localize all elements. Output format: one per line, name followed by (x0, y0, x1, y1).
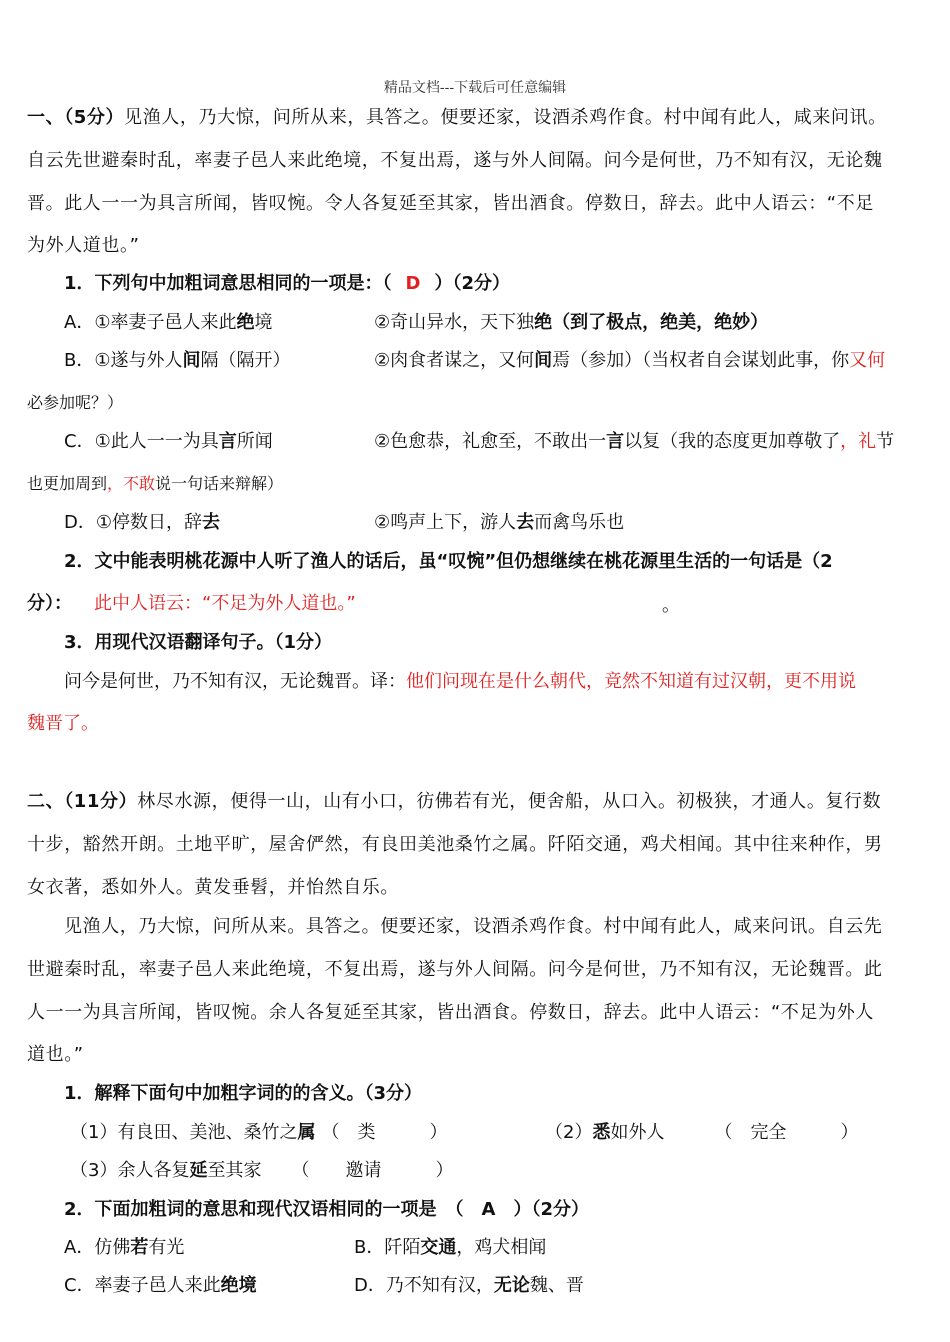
option-d-bold: 去 (202, 512, 220, 533)
s1-q2-stem: 2．文中能表明桃花源中人听了渔人的话后，虽“叹惋”但仍想继续在桃花源里生活的一句话是（2 (64, 551, 833, 572)
page-header: 精品文档---下载后可任意编辑 (383, 80, 567, 96)
s2-q2-option-b-text: B．阡陌 (354, 1237, 421, 1258)
s1-q1-option-c (64, 430, 273, 454)
section1-line2: 自云先世避秦时乱，率妻子邑人来此绝境，不复出焉，遂与外人间隔。问今是何世，乃不知有汉，无论魏 (27, 150, 883, 171)
s1-q1-stem-b: ）（2分） (434, 273, 511, 294)
s2-q2-option-b (354, 1236, 546, 1260)
option-d2-text: ②鸣声上下，游人 (374, 512, 517, 533)
s2-q1-item2-bold: 悉 (592, 1122, 611, 1143)
section2-p2-line2: 世避秦时乱，率妻子邑人来此绝境，不复出焉，遂与外人间隔。问今是何世，乃不知有汉，无论魏晋。此 (27, 959, 883, 980)
option-b2-text: ②肉食者谋之，又何 (374, 350, 535, 371)
option-d2-rest: 而禽鸟乐也 (534, 512, 625, 533)
option-b2-bold: 间 (534, 350, 553, 371)
s2-q2-option-a-rest: 有光 (148, 1237, 185, 1258)
section2-p1-line1 (27, 790, 881, 814)
option-a-bold: 绝 (236, 312, 255, 333)
option-a2-bold: 绝（到了极点，绝美，绝妙） (534, 312, 769, 333)
s2-q2-option-d (354, 1274, 584, 1298)
s2-q1-item1-text: （1）有良田、美池、桑竹之 (70, 1122, 298, 1143)
s2-q2-option-c-bold: 绝境 (220, 1275, 257, 1296)
option-d-text: D．①停数日，辞 (64, 512, 202, 533)
s2-q1-item1-bold: 属 (297, 1122, 316, 1143)
option-d2-bold: 去 (516, 512, 535, 533)
s2-q1-item2 (545, 1121, 858, 1145)
s2-q1-item2-rest: 如外人 (610, 1122, 665, 1143)
s2-q2-option-c (64, 1274, 257, 1298)
option-a2-text: ②奇山异水，天下独 (374, 312, 535, 333)
s2-q1-item1 (70, 1121, 447, 1145)
s2-q1-item1-answer: （ 类 ） (321, 1122, 448, 1143)
s1-q1-option-c2 (374, 430, 894, 454)
s1-q3-answer-b: 魏晋了。 (27, 713, 99, 734)
s2-q2-option-b-bold: 交通 (420, 1237, 457, 1258)
option-b-text: B．①遂与外人 (64, 350, 183, 371)
s1-q1-option-d (64, 511, 220, 535)
section1-line3: 晋。此人一一为具言所闻，皆叹惋。令人各复延至其家，皆出酒食。停数日，辞去。此中人语云：“不足 (27, 193, 874, 214)
section2-p2-line1: 见渔人，乃大惊，问所从来。具答之。便要还家，设酒杀鸡作食。村中闻有此人，咸来问讯。自云先 (64, 916, 883, 937)
s1-q1-stem-a: 1．下列句中加粗词意思相同的一项是：（ (64, 273, 392, 294)
s2-q1-item2-text: （2） (545, 1122, 593, 1143)
s2-q2-option-d-bold: 无论 (493, 1275, 530, 1296)
s2-q1-item2-answer: （ 完全 ） (714, 1122, 859, 1143)
option-c-text: C．①此人一一为具 (64, 431, 219, 452)
s1-q3-prompt: 问今是何世，乃不知有汉，无论魏晋。译： (64, 671, 406, 692)
option-c2-bold: 言 (606, 431, 625, 452)
section2-p1-line2: 十步，豁然开朗。土地平旷，屋舍俨然，有良田美池桑竹之属。阡陌交通，鸡犬相闻。其中往来种作，男 (27, 834, 883, 855)
s1-q2-answer-line (27, 592, 356, 616)
s2-q2-option-a (64, 1236, 184, 1260)
option-a-text: A．①率妻子邑人来此 (64, 312, 237, 333)
s1-q2-stem-cont: 分）： (27, 593, 72, 614)
s1-q1-option-b2 (374, 349, 885, 373)
option-c2-tail: 节 (876, 431, 895, 452)
option-c-rest: 所闻 (236, 431, 273, 452)
s2-q2-option-d-rest: 魏、晋 (529, 1275, 584, 1296)
s1-q1-option-b-cont: 必参加呢？） (27, 393, 124, 412)
section1-line1-text: 见渔人，乃大惊，问所从来，具答之。便要还家，设酒杀鸡作食。村中闻有此人，咸来问讯。 (124, 107, 887, 128)
section1-line4: 为外人道也。” (27, 235, 140, 256)
s1-q3-stem: 3．用现代汉语翻译句子。（1分） (64, 632, 333, 653)
s1-q2-end: 。 (662, 595, 680, 616)
s2-q2-option-a-bold: 若 (130, 1237, 149, 1258)
section2-p1-line1-text: 林尽水源，便得一山，山有小口，彷佛若有光，便舍船，从口入。初极狭，才通人。复行数 (137, 791, 882, 812)
option-c2-red: ，礼 (840, 431, 877, 452)
s2-q2-option-b-rest: ，鸡犬相闻 (456, 1237, 547, 1258)
option-c-cont-red: ，不敢 (107, 474, 156, 493)
section1-line1 (27, 106, 887, 130)
s1-q1-option-a2 (374, 311, 768, 335)
section2-p2-line4: 道也。” (27, 1044, 84, 1065)
section1-heading: 一、（5分） (27, 107, 125, 128)
option-b2-rest: 焉（参加）（当权者自会谋划此事，你 (552, 350, 850, 371)
s2-q1-item3-bold: 延 (189, 1160, 208, 1181)
option-c-bold: 言 (218, 431, 237, 452)
s1-q1-option-c-cont (27, 472, 283, 496)
s2-q2-option-c-text: C．率妻子邑人来此 (64, 1275, 221, 1296)
s2-q2-option-a-text: A．仿佛 (64, 1237, 131, 1258)
option-b2-red: 又何 (849, 350, 886, 371)
option-c2-rest: 以复（我的态度更加尊敬了 (624, 431, 841, 452)
s2-q2-option-d-text: D．乃不知有汉， (354, 1275, 494, 1296)
s2-q2-stem: 2．下面加粗词的意思和现代汉语相同的一项是 （ A ）（2分） (64, 1199, 589, 1220)
option-a-rest: 境 (254, 312, 273, 333)
s2-q1-stem: 1．解释下面句中加粗字词的的含义。（3分） (64, 1083, 423, 1104)
section2-p2-line3: 人一一为具言所闻，皆叹惋。余人各复延至其家，皆出酒食。停数日，辞去。此中人语云：“不足为外人 (27, 1002, 874, 1023)
option-b-rest: 隔（隔开） (200, 350, 291, 371)
s1-q1-stem (64, 272, 510, 296)
option-c-cont-a: 也更加周到 (27, 474, 108, 493)
s1-q1-answer: D (405, 273, 421, 294)
section2-heading: 二、（11分） (27, 791, 138, 812)
s2-q1-item3-rest: 至其家 (207, 1160, 262, 1181)
s1-q1-option-a (64, 311, 272, 335)
option-c-cont-b: 说一句话来辩解） (155, 474, 284, 493)
s1-q1-option-b (64, 349, 291, 373)
s2-q1-item3 (70, 1159, 453, 1183)
option-b-bold: 间 (182, 350, 201, 371)
s1-q3-line1 (64, 670, 856, 694)
s1-q1-option-d2 (374, 511, 624, 535)
s1-q2-answer: 此中人语云：“不足为外人道也。” (94, 593, 356, 614)
s1-q3-answer-a: 他们问现在是什么朝代，竟然不知道有过汉朝，更不用说 (406, 671, 856, 692)
section2-p1-line3: 女衣著，悉如外人。黄发垂髫，并怡然自乐。 (27, 877, 399, 898)
s2-q1-item3-answer: （ 邀请 ） (291, 1160, 454, 1181)
option-c2-text: ②色愈恭，礼愈至，不敢出一 (374, 431, 607, 452)
s2-q1-item3-text: （3）余人各复 (70, 1160, 190, 1181)
